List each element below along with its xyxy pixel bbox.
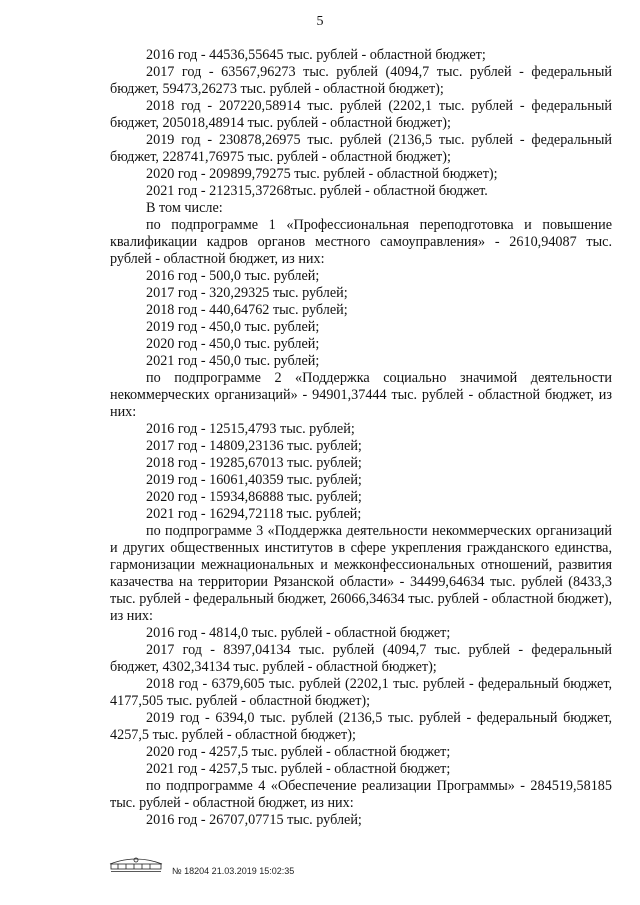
paragraph: 2020 год - 209899,79275 тыс. рублей - областной бюджет);: [146, 166, 498, 182]
paragraph: 2018 год - 440,64762 тыс. рублей;: [146, 302, 348, 318]
paragraph: 2016 год - 26707,07715 тыс. рублей;: [146, 812, 362, 828]
registry-stamp-icon: [108, 852, 164, 874]
paragraph: 2021 год - 212315,37268тыс. рублей - областной бюджет.: [146, 183, 488, 199]
paragraph: 2020 год - 15934,86888 тыс. рублей;: [146, 489, 362, 505]
paragraph: 2018 год - 6379,605 тыс. рублей (2202,1 тыс. рублей - федеральный бюджет, 4177,505 тыс. рублей - областной бюджет);: [110, 676, 612, 709]
paragraph: 2018 год - 207220,58914 тыс. рублей (2202,1 тыс. рублей - федеральный бюджет, 205018,48914 тыс. рублей - областной бюджет);: [110, 98, 612, 131]
paragraph: по подпрограмме 1 «Профессиональная переподготовка и повышение квалификации кадров органов местного самоуправления» - 2610,94087 тыс. рублей - областной бюджет, из них:: [110, 217, 612, 267]
paragraph: 2018 год - 19285,67013 тыс. рублей;: [146, 455, 362, 471]
paragraph: по подпрограмме 2 «Поддержка социально значимой деятельности некоммерческих организаций» - 94901,37444 тыс. рублей - областной бюджет, из них:: [110, 370, 612, 420]
paragraph: В том числе:: [146, 200, 223, 216]
paragraph: 2021 год - 16294,72118 тыс. рублей;: [146, 506, 362, 522]
page-number: 5: [316, 14, 324, 29]
paragraph: 2017 год - 320,29325 тыс. рублей;: [146, 285, 348, 301]
paragraph: по подпрограмме 3 «Поддержка деятельности некоммерческих организаций и других общественных институтов в сфере укрепления гражданского единства, гармонизации межнациональных и межконфессиональных отношений, развития казачества на территории Рязанской области» - 34499,64634 тыс. рублей (8433,3 тыс. рублей - федеральный бюджет, 26066,34634 тыс. рублей - областной бюджет), из них:: [110, 523, 612, 624]
paragraph: 2019 год - 6394,0 тыс. рублей (2136,5 тыс. рублей - федеральный бюджет, 4257,5 тыс. рублей - областной бюджет);: [110, 710, 612, 743]
paragraph: 2016 год - 500,0 тыс. рублей;: [146, 268, 320, 284]
paragraph: 2019 год - 450,0 тыс. рублей;: [146, 319, 320, 335]
paragraph: 2019 год - 230878,26975 тыс. рублей (2136,5 тыс. рублей - федеральный бюджет, 228741,76975 тыс. рублей - областной бюджет);: [110, 132, 612, 165]
paragraph: 2016 год - 44536,55645 тыс. рублей - областной бюджет;: [146, 47, 486, 63]
paragraph: 2019 год - 16061,40359 тыс. рублей;: [146, 472, 362, 488]
paragraph: 2021 год - 4257,5 тыс. рублей - областной бюджет;: [146, 761, 451, 777]
paragraph: 2020 год - 450,0 тыс. рублей;: [146, 336, 320, 352]
paragraph: по подпрограмме 4 «Обеспечение реализации Программы» - 284519,58185 тыс. рублей - областной бюджет, из них:: [110, 778, 612, 811]
paragraph: 2017 год - 63567,96273 тыс. рублей (4094,7 тыс. рублей - федеральный бюджет, 59473,26273 тыс. рублей - областной бюджет);: [110, 64, 612, 97]
paragraph: 2020 год - 4257,5 тыс. рублей - областной бюджет;: [146, 744, 451, 760]
paragraph: 2017 год - 14809,23136 тыс. рублей;: [146, 438, 362, 454]
document-body: [110, 47, 612, 829]
document-registration-id: № 18204 21.03.2019 15:02:35: [172, 866, 295, 876]
paragraph: 2016 год - 4814,0 тыс. рублей - областной бюджет;: [146, 625, 451, 641]
paragraph: 2017 год - 8397,04134 тыс. рублей (4094,7 тыс. рублей - федеральный бюджет, 4302,34134 тыс. рублей - областной бюджет);: [110, 642, 612, 675]
paragraph: 2021 год - 450,0 тыс. рублей;: [146, 353, 320, 369]
paragraph: 2016 год - 12515,4793 тыс. рублей;: [146, 421, 355, 437]
